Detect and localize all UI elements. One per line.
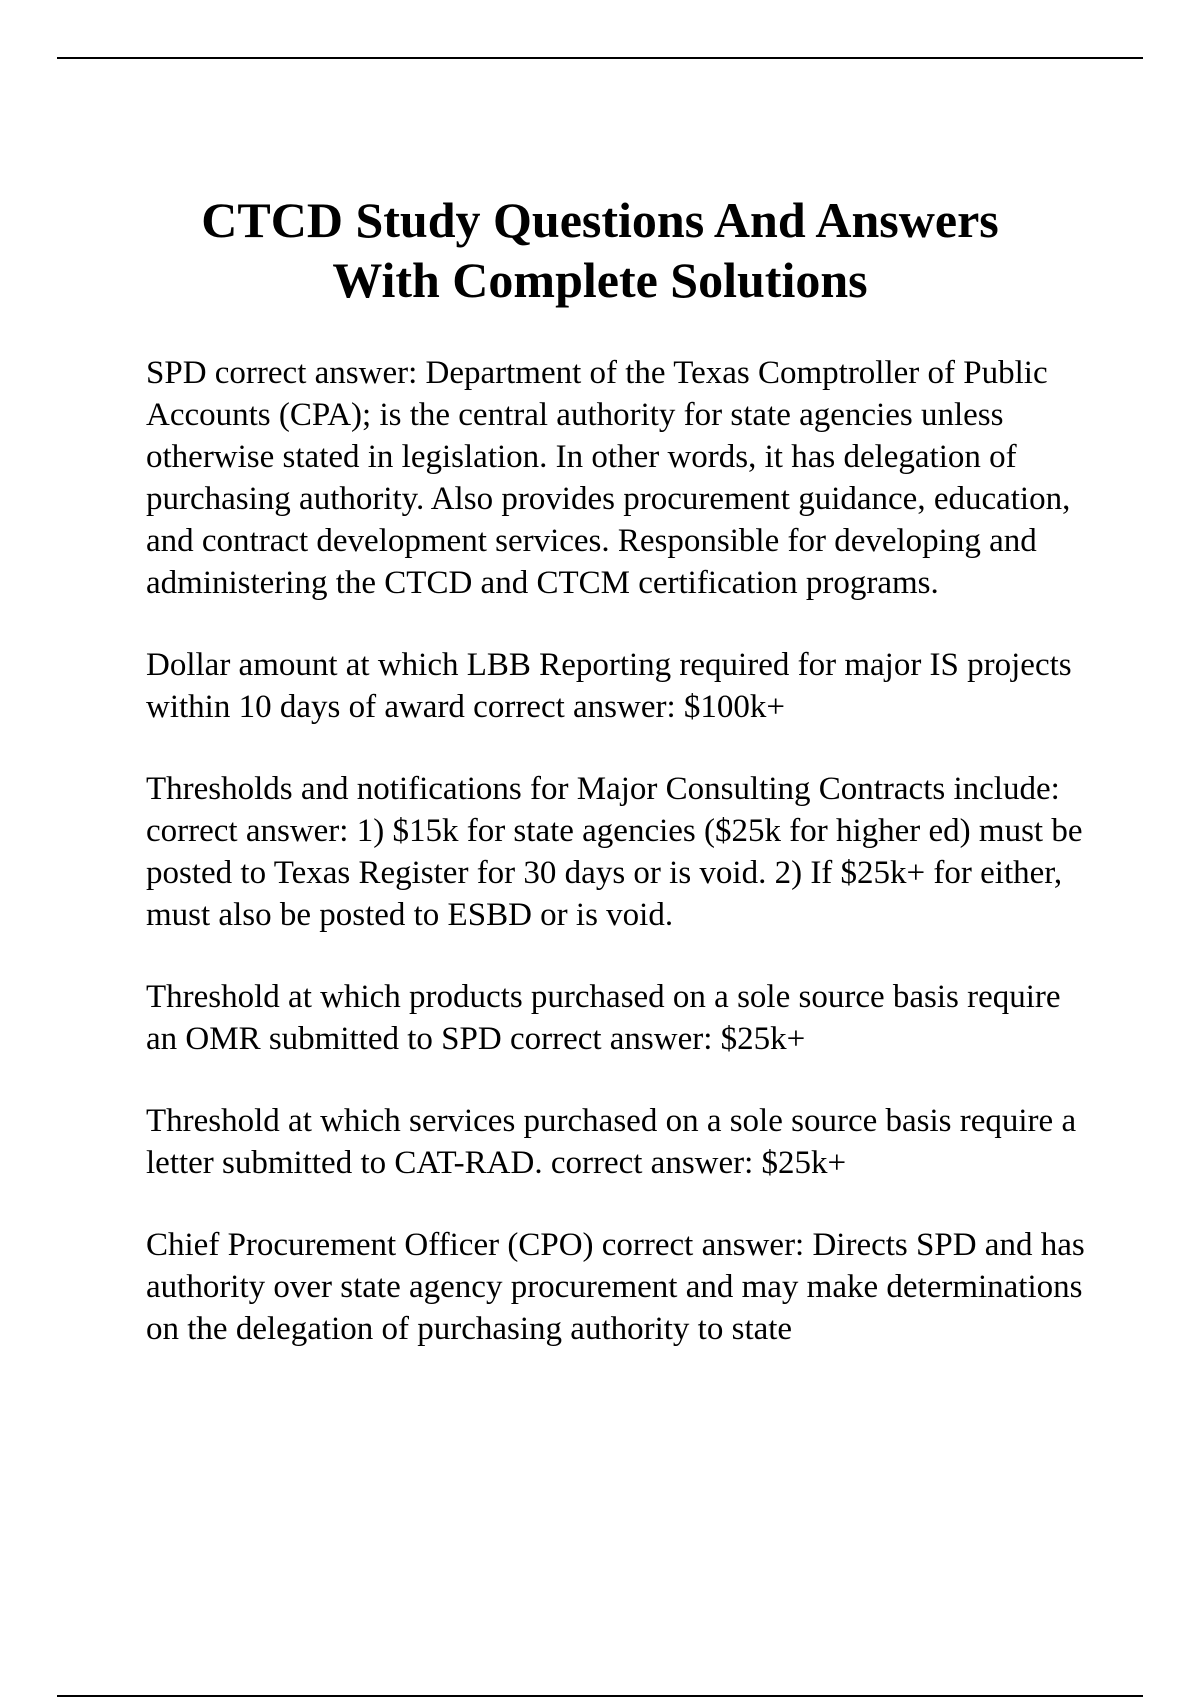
qa-entry-lbb-reporting: Dollar amount at which LBB Reporting required for major IS projects within 10 days of award correct answer: $100k+ bbox=[146, 647, 1072, 725]
document-title-line-1: CTCD Study Questions And Answers bbox=[201, 192, 999, 248]
document-body bbox=[146, 352, 1088, 1390]
qa-entry-sole-source-services: Threshold at which services purchased on a sole source basis require a letter submitted to CAT-RAD. correct answer: $25k+ bbox=[146, 1103, 1077, 1181]
qa-entry-major-consulting: Thresholds and notifications for Major Consulting Contracts include: correct answer: 1) $15k for state agencies ($25k for higher ed) must be posted to Texas Register for 30 days or is void. 2) If $25k+ for either, must also be posted to ESBD or is void. bbox=[146, 771, 1083, 933]
qa-entry-sole-source-products: Threshold at which products purchased on a sole source basis require an OMR submitted to SPD correct answer: $25k+ bbox=[146, 979, 1061, 1057]
document-title bbox=[60, 190, 1140, 310]
qa-entry-cpo: Chief Procurement Officer (CPO) correct answer: Directs SPD and has authority over state agency procurement and may make determinations on the delegation of purchasing authority to state bbox=[146, 1227, 1085, 1347]
qa-entry-spd: SPD correct answer: Department of the Texas Comptroller of Public Accounts (CPA); is the central authority for state agencies unless otherwise stated in legislation. In other words, it has delegation of purchasing authority. Also provides procurement guidance, education, and contract development services. Responsible for developing and administering the CTCD and CTCM certification programs. bbox=[146, 355, 1071, 601]
bottom-rule bbox=[57, 1695, 1143, 1697]
top-rule bbox=[57, 57, 1143, 59]
document-title-line-2: With Complete Solutions bbox=[332, 252, 868, 308]
